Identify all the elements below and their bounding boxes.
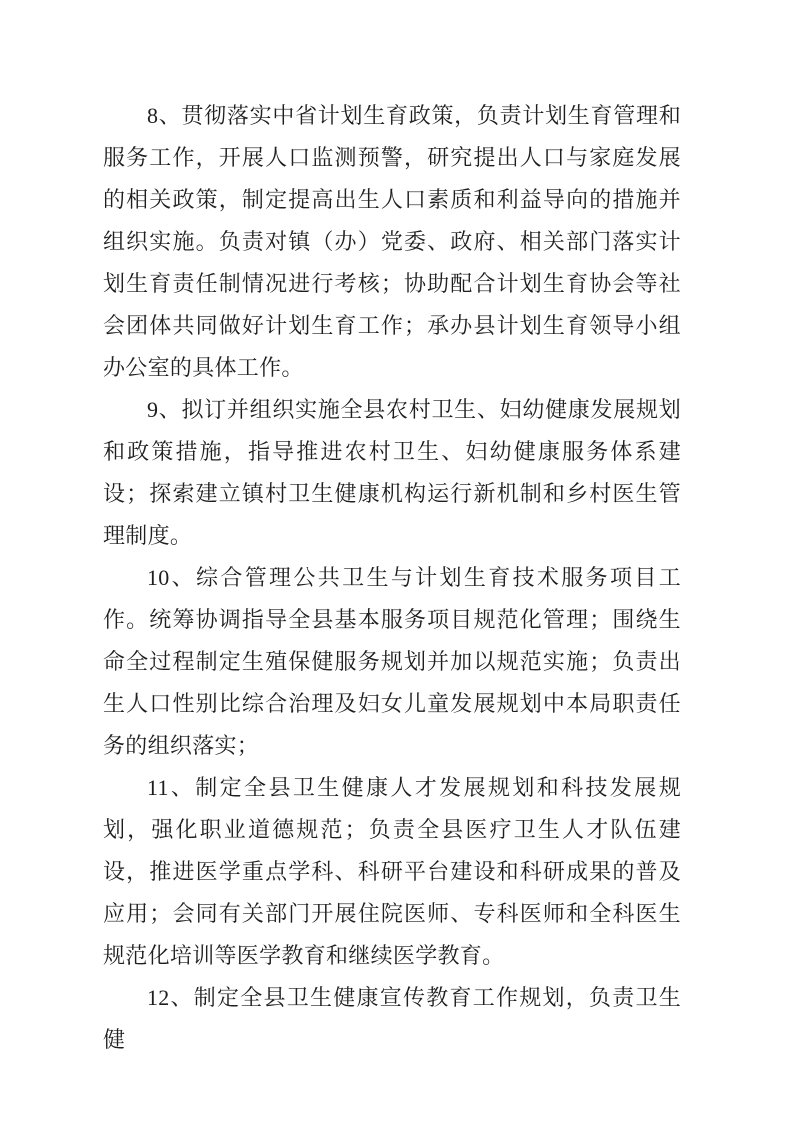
paragraph-9: 9、拟订并组织实施全县农村卫生、妇幼健康发展规划和政策措施，指导推进农村卫生、妇幼健康服务体系建设；探索建立镇村卫生健康机构运行新机制和乡村医生管理制度。 <box>103 397 681 548</box>
paragraph-11: 11、制定全县卫生健康人才发展规划和科技发展规划，强化职业道德规范；负责全县医疗卫生人才队伍建设，推进医学重点学科、科研平台建设和科研成果的普及应用；会同有关部门开展住院医师、专科医师和全科医生规范化培训等医学教育和继续医学教育。 <box>103 775 681 968</box>
paragraph-12: 12、制定全县卫生健康宣传教育工作规划，负责卫生健 <box>103 985 681 1052</box>
paragraph-8: 8、贯彻落实中省计划生育政策，负责计划生育管理和服务工作，开展人口监测预警，研究提出人口与家庭发展的相关政策，制定提高出生人口素质和利益导向的措施并组织实施。负责对镇（办）党委、政府、相关部门落实计划生育责任制情况进行考核；协助配合计划生育协会等社会团体共同做好计划生育工作；承办县计划生育领导小组办公室的具体工作。 <box>103 103 681 380</box>
paragraph-10: 10、综合管理公共卫生与计划生育技术服务项目工作。统筹协调指导全县基本服务项目规范化管理；围绕生命全过程制定生殖保健服务规划并加以规范实施；负责出生人口性别比综合治理及妇女儿童发展规划中本局职责任务的组织落实； <box>103 565 681 758</box>
document-body <box>103 95 681 1061</box>
